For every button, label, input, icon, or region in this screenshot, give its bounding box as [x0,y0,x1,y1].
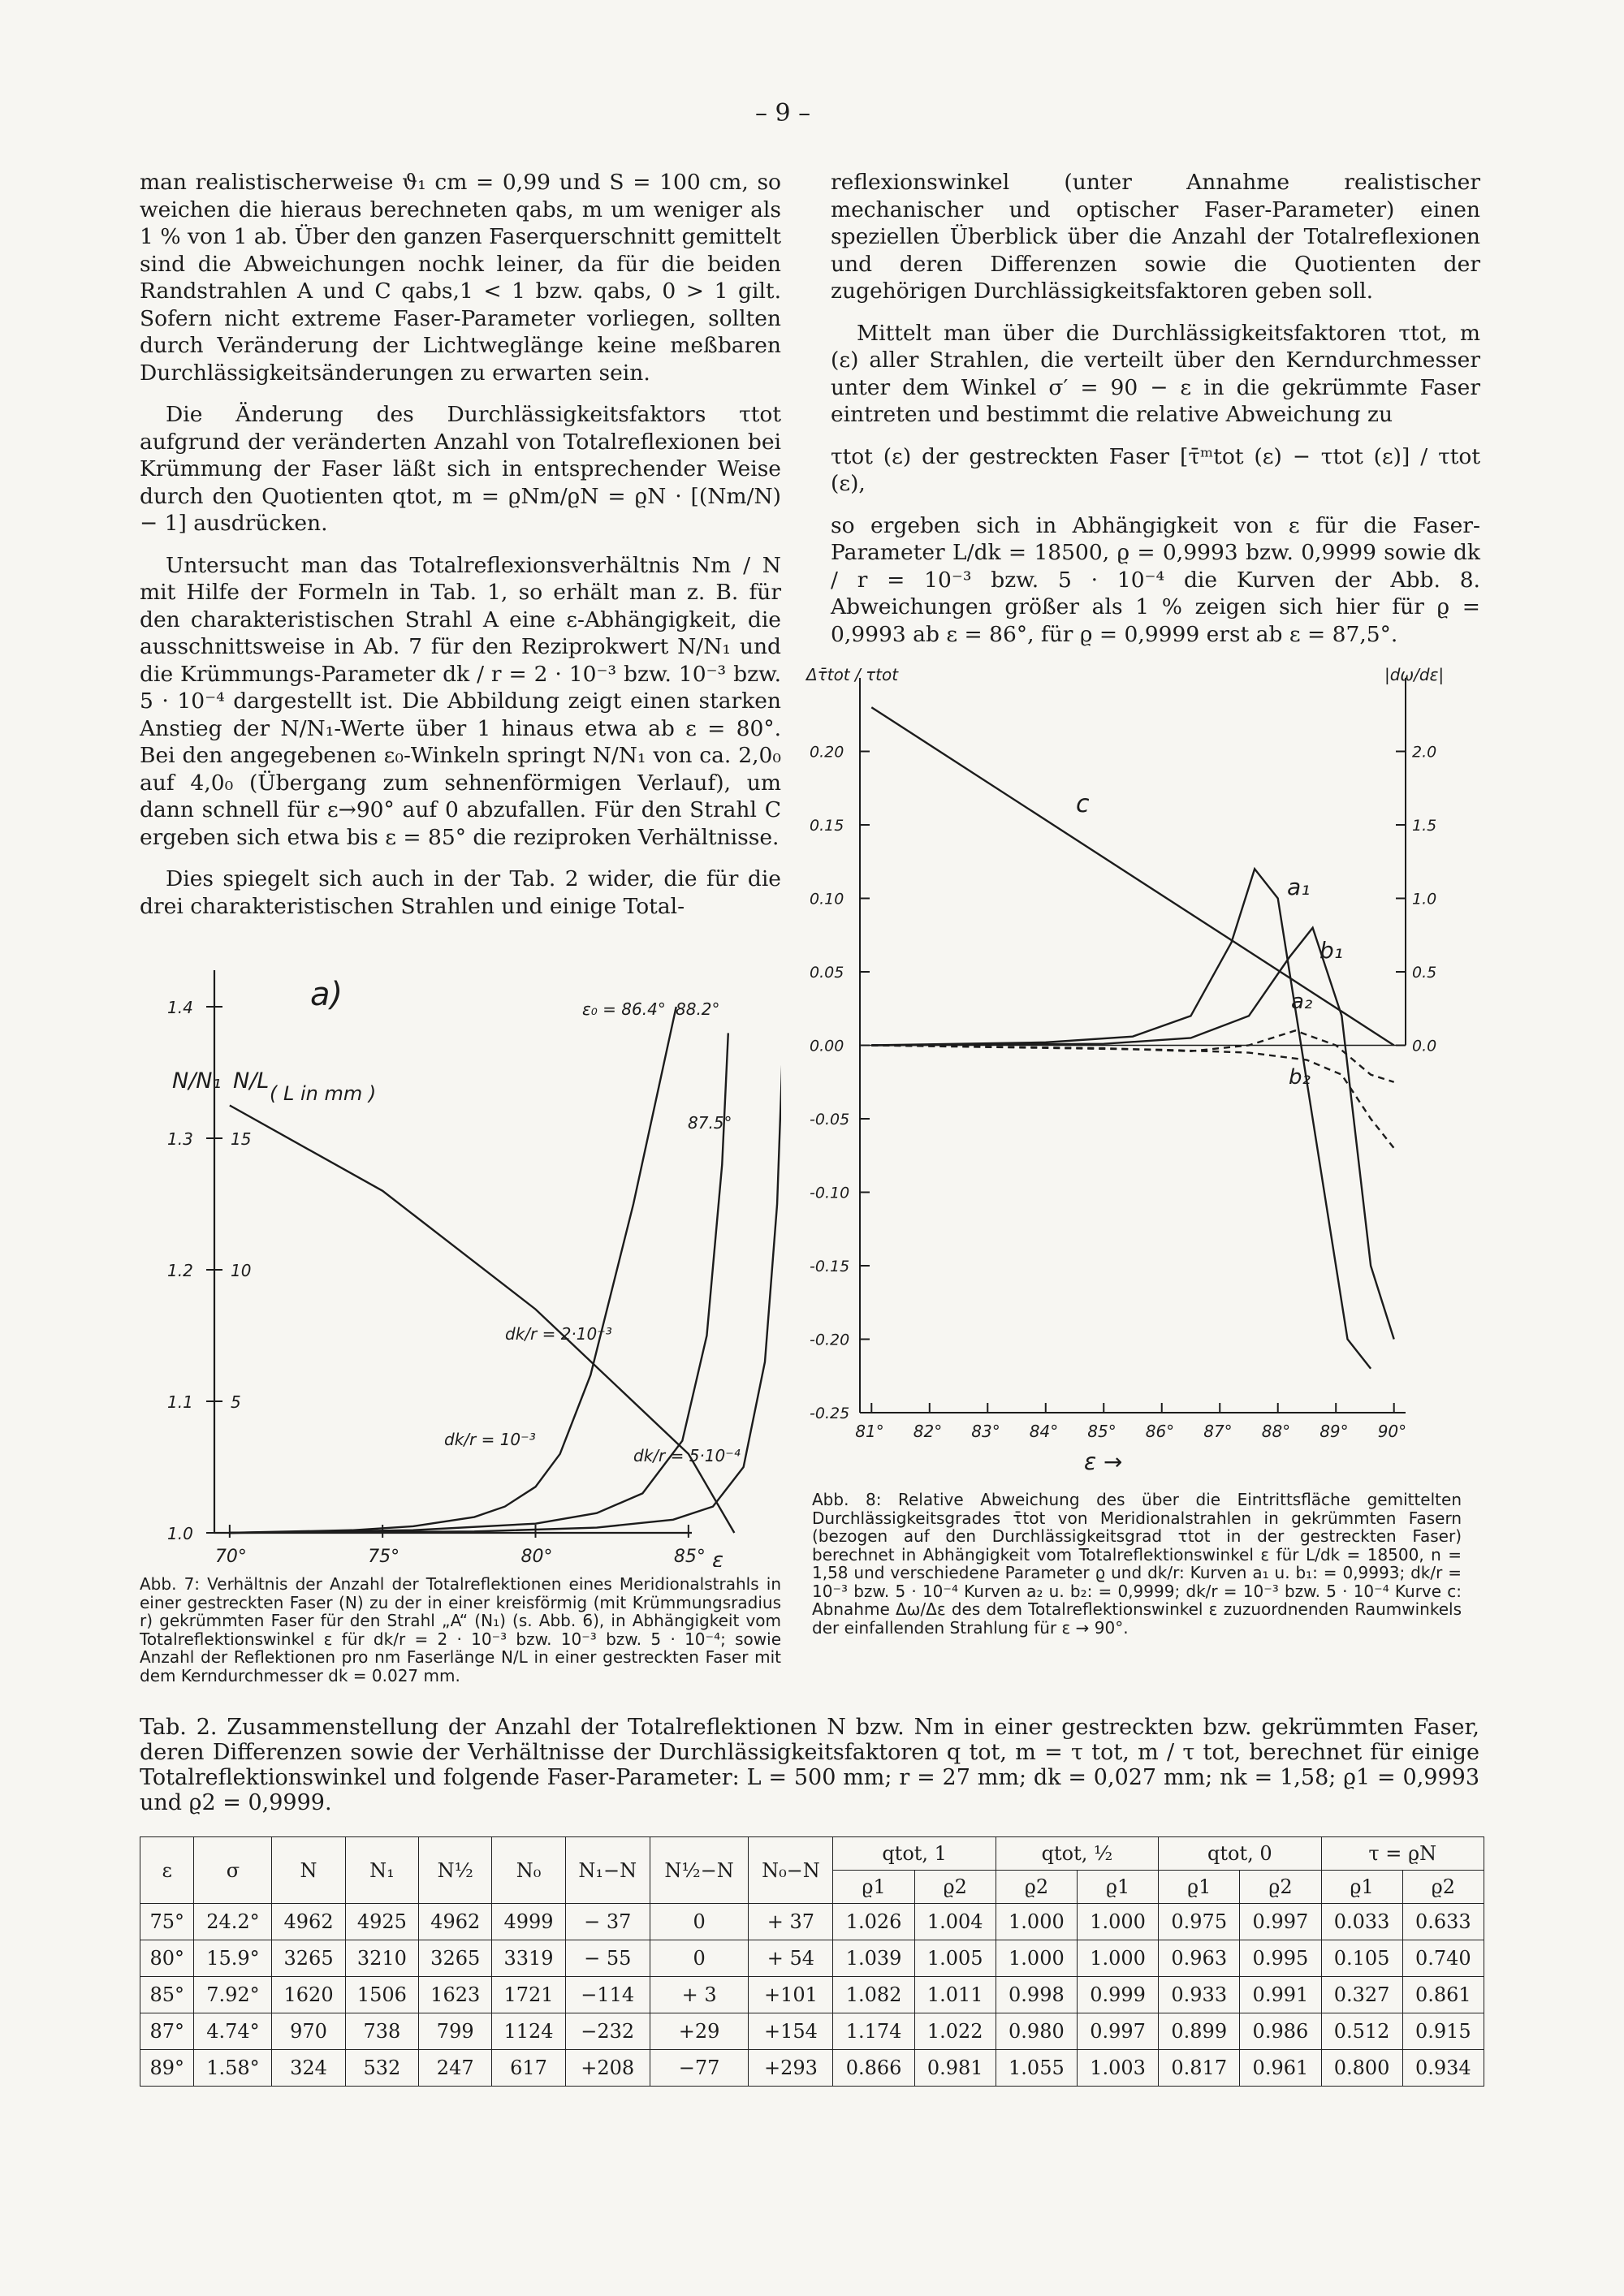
eps0-c-label: 87.5° [688,1113,732,1133]
table-cell: 0.986 [1240,2013,1321,2050]
curve-label: b₁ [1320,937,1343,964]
x-label: ε → [1084,1448,1123,1475]
table-cell: 1721 [492,1977,565,2013]
col-header: N₁ [345,1837,418,1904]
sub-header: ϱ2 [1402,1871,1484,1904]
x-tick-label: 75° [368,1547,400,1567]
series-line [871,1030,1393,1081]
table-cell: 0.866 [833,2050,914,2087]
table-cell: 0.933 [1159,1977,1240,2013]
table-2-caption: Tab. 2. Zusammenstellung der Anzahl der Totalreflektionen N bzw. Nm in einer gestreckten bzw. gekrümmten Faser, deren Differenzen sowie der Verhältnisse der Durchlässigkeitsfaktoren q tot, m = τ tot, m / τ tot, berechnet für einige Totalreflektionswinkel und folgende Faser-Parameter: L = 500 mm; r = 27 mm; dk = 0,027 mm; nk = 1,58; ϱ1 = 0,9993 und ϱ2 = 0,9999. [140,1715,1479,1815]
y-tick-label: 15 [231,1129,252,1149]
y-tick-label: 5 [231,1392,241,1412]
sub-header: ϱ1 [1321,1871,1402,1904]
table-cell: 0.963 [1159,1940,1240,1977]
y-tick-label: 2.0 [1412,743,1437,762]
table-cell: 0.995 [1240,1940,1321,1977]
table-cell: 85° [140,1977,194,2013]
table-row [140,1940,1484,1977]
x-tick-label: 83° [971,1422,1000,1441]
table-2 [140,1836,1484,2087]
table-cell: 1.026 [833,1904,914,1940]
table-cell: 0 [650,1940,749,1977]
table-cell: 0.817 [1159,2050,1240,2087]
table-cell: 0.800 [1321,2050,1402,2087]
table-cell: 1.011 [914,1977,996,2013]
series-line [230,1106,735,1534]
table-cell: 15.9° [194,1940,272,1977]
y-tick-label: 0.5 [1412,964,1437,982]
table-cell: 4999 [492,1904,565,1940]
table-cell: 4962 [419,1904,492,1940]
y-tick-label: 0.20 [810,743,844,762]
y-tick-label: -0.10 [810,1184,850,1202]
table-cell: 1.022 [914,2013,996,2050]
y-tick-label: -0.15 [810,1258,850,1275]
figure-8-chart [800,641,1466,1478]
table-cell: 0.975 [1159,1904,1240,1940]
table-cell: 1.000 [996,1940,1077,1977]
table-cell: − 55 [565,1940,650,1977]
curve-label: b₂ [1289,1065,1311,1090]
table-cell: 1.000 [1077,1940,1158,1977]
y-label-left: Δτ̄tot / τtot [806,665,899,684]
y-tick-label: 1.1 [167,1392,193,1412]
col-header: τ = ϱN [1321,1837,1484,1871]
sub-header: ϱ2 [914,1871,996,1904]
series-line [871,869,1371,1368]
table-cell: 617 [492,2050,565,2087]
table-cell: 0 [650,1904,749,1940]
y-tick-label: 0.0 [1412,1037,1437,1055]
table-cell: 0.512 [1321,2013,1402,2050]
table-cell: 247 [419,2050,492,2087]
sub-header: ϱ1 [1077,1871,1158,1904]
col-header: ε [140,1837,194,1904]
table-cell: + 3 [650,1977,749,2013]
col-header: qtot, ½ [996,1837,1158,1871]
col-header: σ [194,1837,272,1904]
eps0-label: ε₀ = 86.4° [582,999,666,1019]
table-cell: +208 [565,2050,650,2087]
table-cell: 1.000 [1077,1904,1158,1940]
table-cell: + 37 [749,1904,833,1940]
eps0-b-label: 88.2° [676,999,720,1019]
table-cell: 0.981 [914,2050,996,2087]
table-cell: 970 [272,2013,345,2050]
formula: τtot (ε) der gestreckten Faser [τ̄ᵐtot (ε) − τtot (ε)] / τtot (ε), [831,443,1480,496]
page-number: – 9 – [755,99,811,127]
table-cell: 0.899 [1159,2013,1240,2050]
table-cell: 0.980 [996,2013,1077,2050]
table-cell: + 54 [749,1940,833,1977]
x-tick-label: 86° [1145,1422,1175,1441]
table-row [140,1977,1484,2013]
table-cell: 0.997 [1240,1904,1321,1940]
table-cell: 0.861 [1402,1977,1484,2013]
y-tick-label: 0.05 [810,964,844,982]
y-label-right: |dω/dε| [1384,665,1445,684]
table-cell: 0.991 [1240,1977,1321,2013]
table-cell: 1.174 [833,2013,914,2050]
table-cell: 1.082 [833,1977,914,2013]
table-cell: 3319 [492,1940,565,1977]
y-unit: ( L in mm ) [270,1082,377,1105]
table-cell: 0.327 [1321,1977,1402,2013]
col-header: N [272,1837,345,1904]
table-cell: 1.055 [996,2050,1077,2087]
x-tick-label: 85° [1087,1422,1116,1441]
panel-label: a) [310,976,343,1013]
table-cell: − 37 [565,1904,650,1940]
table-cell: +154 [749,2013,833,2050]
table-cell: 89° [140,2050,194,2087]
paragraph: man realistischerweise ϑ₁ cm = 0,99 und S = 100 cm, so weichen die hieraus berechneten qabs, m um weniger als 1 % von 1 ab. Über den ganzen Faserquerschnitt gemittelt sind die Abweichungen nochk leiner, da für die beiden Randstrahlen A und C qabs,1 < 1 bzw. qabs, 0 > 1 gilt. Sofern nicht extreme Faser-Parameter vorliegen, sollten durch Veränderung der Lichtweglänge keine meßbaren Durchlässigkeitsänderungen zu erwarten sein. [140,170,781,386]
table-cell: +101 [749,1977,833,2013]
table-cell: 324 [272,2050,345,2087]
curve-label: c [1076,790,1090,818]
curve-label: dk/r = 5·10⁻⁴ [633,1446,741,1465]
y-tick-label: 10 [231,1261,252,1280]
table-cell: 87° [140,2013,194,2050]
y-tick-label: 1.2 [167,1261,193,1280]
paragraph: Dies spiegelt sich auch in der Tab. 2 wider, die für die drei charakteristischen Strahlen und einige Total- [140,866,781,919]
curve-label: a₂ [1291,990,1313,1014]
table-cell: 1623 [419,1977,492,2013]
figure-7-caption: Abb. 7: Verhältnis der Anzahl der Totalreflektionen eines Meridionalstrahls in einer gestreckten Faser (N) zu der in einer kreisförmig (mit Krümmungsradius r) gekrümmten Faser für den Strahl „A“ (N₁) (s. Abb. 6), in Abhängigkeit vom Totalreflektionswinkel ε für dk/r = 2 · 10⁻³ bzw. 10⁻³ bzw. 5 · 10⁻⁴; sowie Anzahl der Reflektionen pro nm Faserlänge N/L in einer gestreckten Faser mit dem Kerndurchmesser dk = 0.027 mm. [140,1574,781,1685]
col-header: N½−N [650,1837,749,1904]
x-tick-label: 84° [1029,1422,1059,1441]
table-cell: 3210 [345,1940,418,1977]
x-tick-label: 87° [1203,1422,1233,1441]
table-cell: −114 [565,1977,650,2013]
series-line [871,707,1393,1045]
col-header: N½ [419,1837,492,1904]
table-cell: 738 [345,2013,418,2050]
y-tick-label: -0.05 [810,1111,850,1129]
table-row [140,1904,1484,1940]
right-column-text [831,169,1480,662]
x-tick-label: 90° [1377,1422,1407,1441]
table-cell: 3265 [419,1940,492,1977]
y-tick-label: 1.5 [1412,817,1437,835]
table-cell: 3265 [272,1940,345,1977]
curve-label: dk/r = 10⁻³ [444,1430,536,1449]
table-cell: 0.633 [1402,1904,1484,1940]
table-cell: 1620 [272,1977,345,2013]
y-tick-label: 1.0 [167,1524,193,1543]
sub-header: ϱ1 [1159,1871,1240,1904]
left-column-text [140,169,781,934]
table-cell: +293 [749,2050,833,2087]
col-header: qtot, 0 [1159,1837,1321,1871]
table-cell: 75° [140,1904,194,1940]
table-cell: 80° [140,1940,194,1977]
table-cell: +29 [650,2013,749,2050]
y-tick-label: 0.10 [810,890,844,908]
table-cell: 4.74° [194,2013,272,2050]
table-cell: 0.961 [1240,2050,1321,2087]
x-tick-label: 80° [520,1547,553,1567]
y-tick-label: 1.0 [1412,890,1437,908]
table-cell: 1.000 [996,1904,1077,1940]
y-tick-label: -0.25 [810,1405,850,1422]
x-label: ε [712,1548,724,1567]
table-cell: 532 [345,2050,418,2087]
y-tick-label: 1.4 [167,998,193,1017]
table-cell: 0.740 [1402,1940,1484,1977]
paragraph: Die Änderung des Durchlässigkeitsfaktors τtot aufgrund der veränderten Anzahl von Totalreflexionen bei Krümmung der Faser läßt sich in entsprechender Weise durch den Quotienten qtot, m = ϱNm/ϱN = ϱN · [(Nm/N) − 1] ausdrücken. [140,402,781,536]
curve-label: dk/r = 2·10⁻³ [505,1324,612,1344]
col-header: N₀−N [749,1837,833,1904]
paragraph: Mittelt man über die Durchlässigkeitsfaktoren τtot, m (ε) aller Strahlen, die verteilt über den Kerndurchmesser unter dem Winkel σ′ = 90 − ε in die gekrümmte Faser eintreten und bestimmt die relative Abweichung zu [831,320,1480,427]
table-cell: 1.005 [914,1940,996,1977]
sub-header: ϱ1 [833,1871,914,1904]
x-tick-label: 89° [1320,1422,1349,1441]
paragraph: reflexionswinkel (unter Annahme realistischer mechanischer und optischer Faser-Parameter) einen speziellen Überblick über die Anzahl der Totalreflexionen und deren Differenzen sowie die Quotienten der zugehörigen Durchlässigkeitsfaktoren geben soll. [831,170,1480,304]
x-tick-label: 82° [913,1422,943,1441]
table-cell: 24.2° [194,1904,272,1940]
sub-header: ϱ2 [996,1871,1077,1904]
table-cell: −77 [650,2050,749,2087]
table-cell: 1.004 [914,1904,996,1940]
col-header: N₁−N [565,1837,650,1904]
table-row [140,2050,1484,2087]
table-cell: 1124 [492,2013,565,2050]
col-header: N₀ [492,1837,565,1904]
y-label-left: N/N₁ [172,1068,222,1094]
x-tick-label: 85° [673,1547,706,1567]
table-cell: 0.997 [1077,2013,1158,2050]
figure-8-caption: Abb. 8: Relative Abweichung des über die Eintrittsfläche gemittelten Durchlässigkeitsgrades τ̄tot von Meridionalstrahlen in gekrümmten Fasern (bezogen auf den Durchlässigkeitsgrad τtot in der gestreckten Faser) berechnet in Abhängigkeit vom Totalreflektionswinkel ε für L/dk = 18500, n = 1,58 und verschiedene Parameter ϱ und dk/r: Kurven a₁ u. b₁: = 0,9993; dk/r = 10⁻³ bzw. 5 · 10⁻⁴ Kurven a₂ u. b₂: = 0,9999; dk/r = 10⁻³ bzw. 5 · 10⁻⁴ Kurve c: Abnahme Δω/Δε des dem Totalreflektionswinkel ε zuzuordnenden Raumwinkels der einfallenden Strahlung für ε → 90°. [812,1490,1462,1638]
y-label-right: N/L [233,1068,270,1094]
y-tick-label: -0.20 [810,1331,850,1349]
table-cell: 0.105 [1321,1940,1402,1977]
table-cell: 7.92° [194,1977,272,2013]
curve-label: a₁ [1287,874,1311,900]
table-cell: 0.915 [1402,2013,1484,2050]
table-cell: 1.58° [194,2050,272,2087]
table-cell: 1.003 [1077,2050,1158,2087]
x-tick-label: 88° [1261,1422,1291,1441]
x-tick-label: 70° [214,1547,247,1567]
table-cell: 1.039 [833,1940,914,1977]
x-tick-label: 81° [855,1422,884,1441]
y-tick-label: 0.15 [810,817,844,835]
table-cell: 0.998 [996,1977,1077,2013]
paragraph: so ergeben sich in Abhängigkeit von ε für die Faser-Parameter L/dk = 18500, ϱ = 0,9993 bzw. 0,9999 sowie dk / r = 10⁻³ bzw. 5 · 10⁻⁴ die Kurven der Abb. 8. Abweichungen größer als 1 % zeigen sich hier für ϱ = 0,9993 ab ε = 86°, für ϱ = 0,9999 erst ab ε = 87,5°. [831,512,1480,647]
table-cell: 4962 [272,1904,345,1940]
y-tick-label: 1.3 [167,1129,193,1149]
y-tick-label: 0.00 [810,1037,844,1055]
table-cell: 0.999 [1077,1977,1158,2013]
paragraph: Untersucht man das Totalreflexionsverhältnis Nm / N mit Hilfe der Formeln in Tab. 1, so erhält man z. B. für den charakteristischen Strahl A eine ε-Abhängigkeit, die ausschnittsweise in Ab. 7 für den Reziprokwert N/N₁ und die Krümmungs-Parameter dk / r = 2 · 10⁻³ bzw. 10⁻³ bzw. 5 · 10⁻⁴ dargestellt ist. Die Abbildung zeigt einen starken Anstieg der N/N₁-Werte über 1 hinaus etwa ab ε = 80°. Bei den angegebenen ε₀-Winkeln springt N/N₁ von ca. 2,0₀ auf 4,0₀ (Übergang zum sehnenförmigen Verlauf), um dann schnell für ε→90° auf 0 abzufallen. Für den Strahl C ergeben sich etwa bis ε = 85° die reziproken Verhältnisse. [140,552,781,850]
table-cell: 799 [419,2013,492,2050]
table-cell: 0.033 [1321,1904,1402,1940]
col-header: qtot, 1 [833,1837,996,1871]
table-cell: −232 [565,2013,650,2050]
sub-header: ϱ2 [1240,1871,1321,1904]
table-cell: 4925 [345,1904,418,1940]
table-cell: 0.934 [1402,2050,1484,2087]
table-cell: 1506 [345,1977,418,2013]
table-row [140,2013,1484,2050]
figure-7-chart [140,966,781,1567]
